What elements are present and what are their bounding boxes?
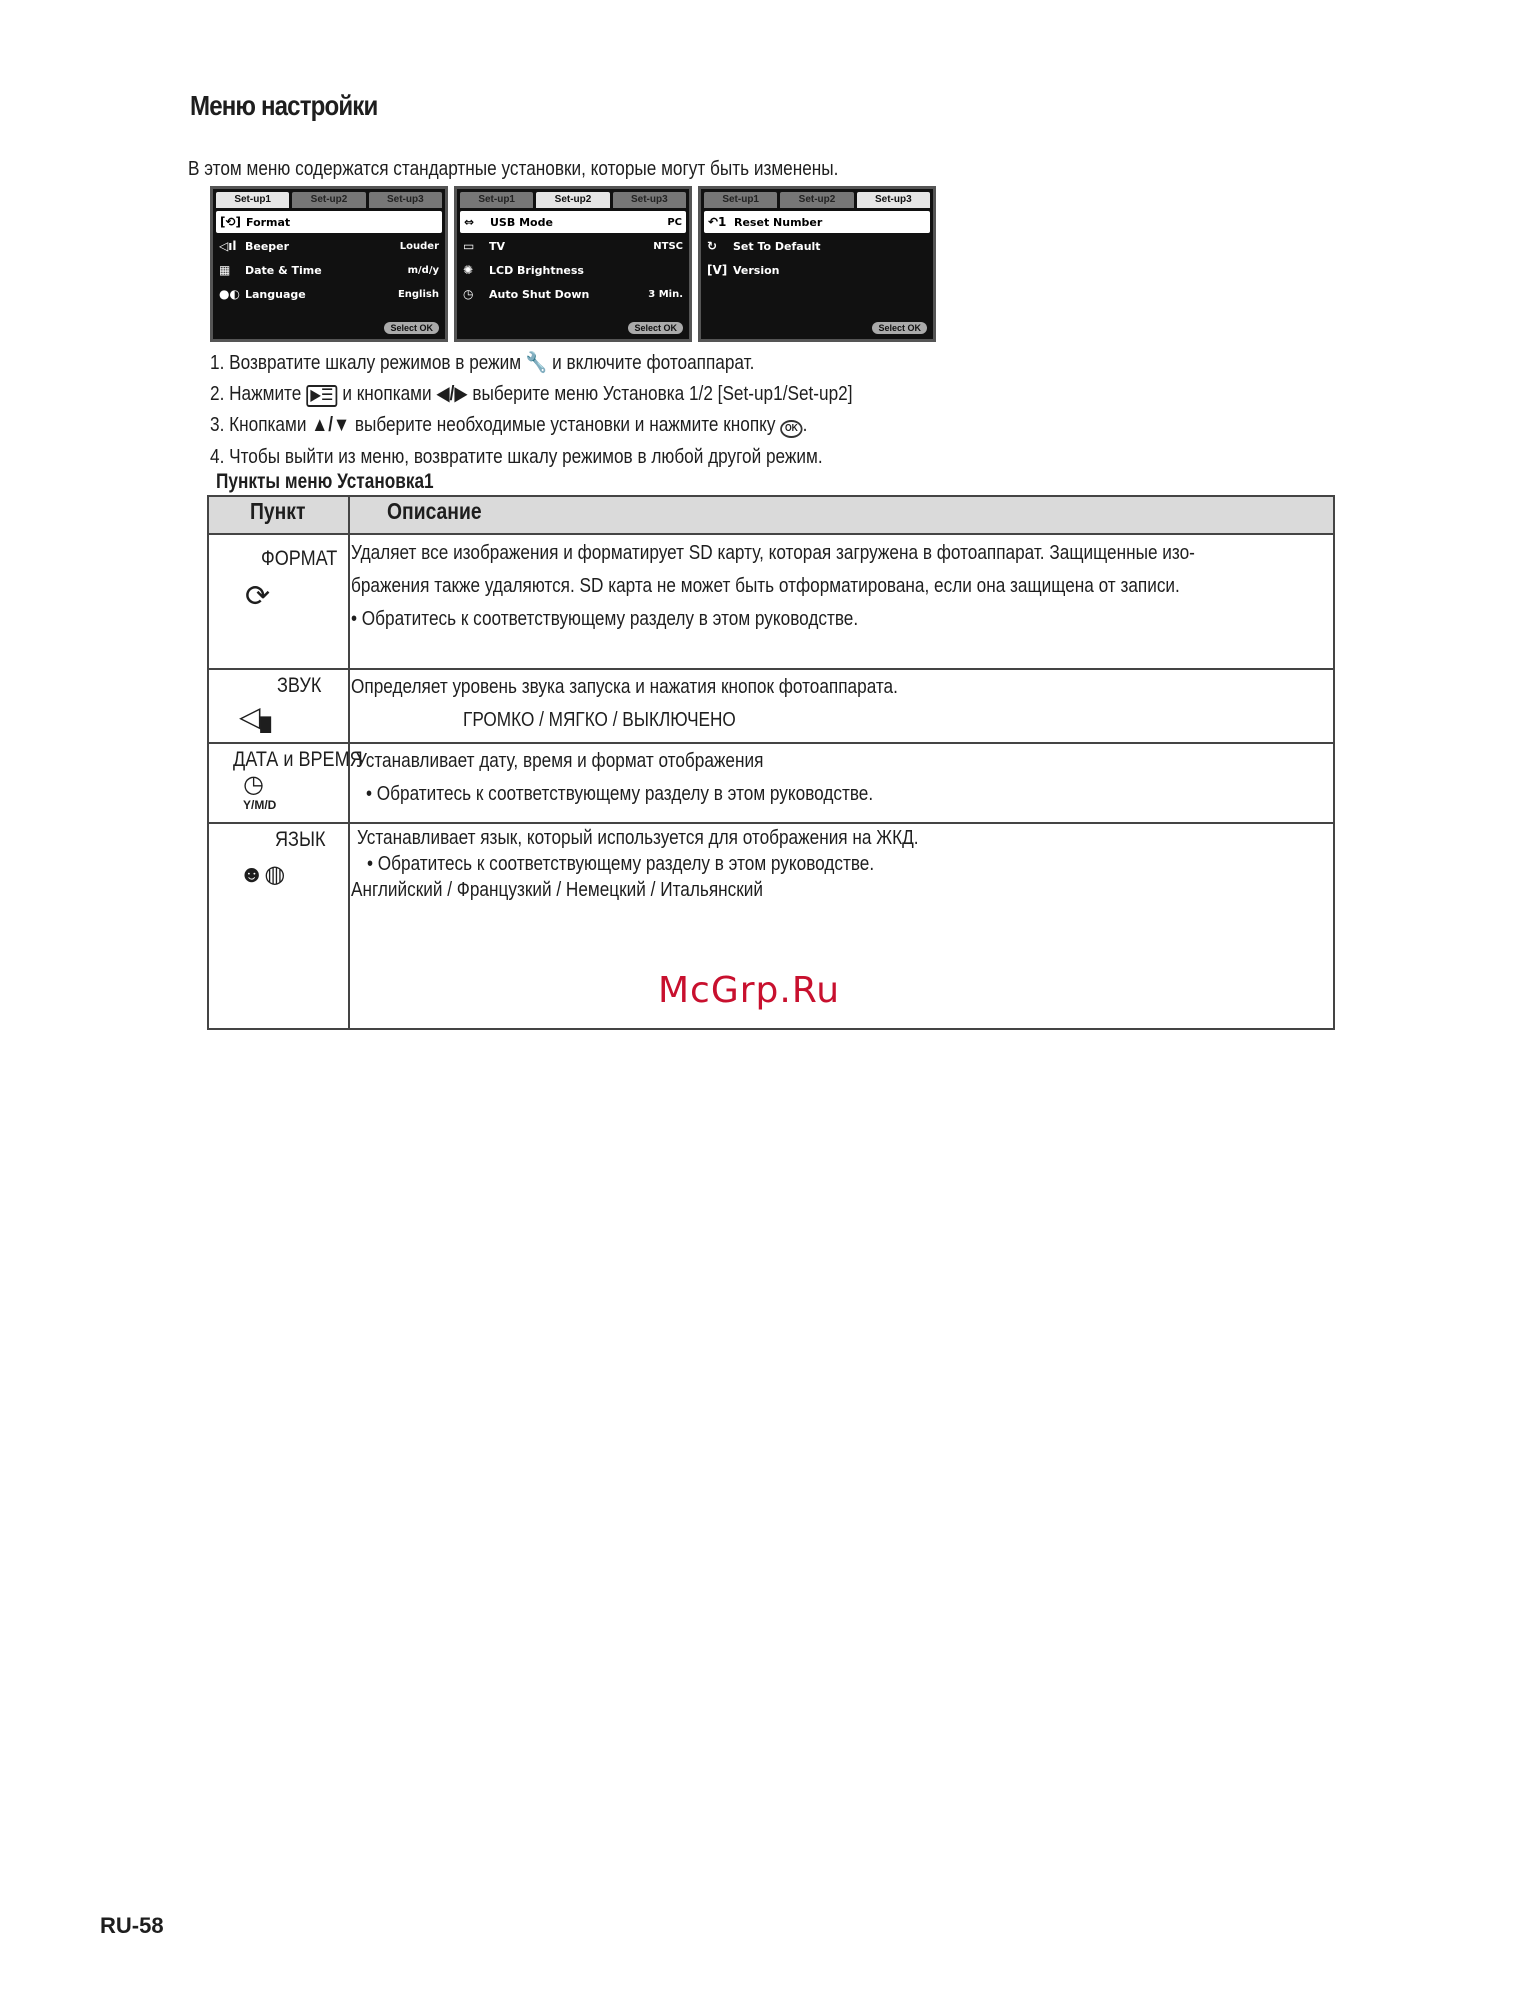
tab-setup2: Set-up2 — [292, 192, 365, 208]
step-4: 4. Чтобы выйти из меню, возвратите шкалу режимов в любой другой режим. — [210, 446, 823, 468]
menu-row — [213, 258, 445, 282]
item-cell — [208, 534, 349, 669]
settings-table — [207, 495, 1335, 1030]
screen-footer: Select OK — [384, 322, 439, 334]
up-down-arrows-icon: ▲/▼ — [311, 414, 351, 436]
description-line: Удаляет все изображения и форматирует SD карту, которая загружена в фотоаппарат. Защищенные изо- — [350, 542, 1195, 564]
menu-row — [457, 234, 689, 258]
tab-setup1: Set-up1 — [216, 192, 289, 208]
date-time-icon: ◷ — [243, 771, 264, 798]
menu-row-label: Version — [733, 263, 780, 277]
menu-row — [457, 258, 689, 282]
description-line: ГРОМКО / МЯГКО / ВЫКЛЮЧЕНО — [462, 709, 736, 731]
description-line: Устанавливает дату, время и формат отображения — [355, 750, 764, 772]
step-text: 1. Возвратите шкалу режимов в режим — [210, 352, 522, 374]
header-item-label: Пункт — [250, 498, 306, 524]
step-text: 2. Нажмите — [210, 383, 302, 405]
description-cell — [349, 669, 1334, 743]
table-row — [208, 669, 1334, 743]
step-text: выберите необходимые установки и нажмите кнопку — [354, 414, 776, 436]
step-text: выберите меню Установка 1/2 [Set-up1/Set-up2] — [472, 383, 853, 405]
step-2 — [210, 381, 852, 407]
date-time-icon: ▦ — [219, 263, 231, 277]
menu-row — [460, 211, 686, 233]
item-name: ФОРМАТ — [261, 547, 338, 570]
timer-icon: ◷ — [463, 287, 474, 301]
menu-row-label: Auto Shut Down — [489, 287, 590, 301]
menu-row — [216, 211, 442, 233]
intro-text: В этом меню содержатся стандартные установки, которые могут быть изменены. — [188, 158, 839, 180]
menu-row — [701, 258, 933, 282]
menu-row-label: Beeper — [245, 239, 290, 253]
wrench-icon: 🔧 — [525, 352, 548, 374]
tab-setup3: Set-up3 — [613, 192, 686, 208]
format-icon: ⟳ — [245, 580, 271, 613]
step-text: и включите фотоаппарат. — [552, 352, 755, 374]
menu-button-icon: ▶☰ — [306, 385, 338, 407]
watermark: McGrp.Ru — [658, 970, 841, 1011]
screen-footer: Select OK — [872, 322, 927, 334]
screen-tabs — [701, 189, 933, 208]
description-cell — [349, 534, 1334, 669]
menu-row-value: Louder — [399, 240, 439, 252]
tab-setup1: Set-up1 — [460, 192, 533, 208]
description-line: • Обратитесь к соответствующему разделу в этом руководстве. — [366, 853, 874, 875]
step-text: . — [802, 414, 808, 436]
ok-button-icon: OK — [780, 420, 802, 438]
header-description — [349, 496, 1334, 534]
version-icon: [V] — [707, 263, 728, 277]
tab-setup3: Set-up3 — [369, 192, 442, 208]
item-name: ЯЗЫК — [275, 828, 326, 851]
item-name: ЗВУК — [277, 674, 322, 697]
tab-setup2: Set-up2 — [536, 192, 609, 208]
menu-row-label: Date & Time — [245, 263, 322, 277]
beeper-icon: ◁ıl — [219, 239, 237, 253]
screen-setup1 — [210, 186, 448, 342]
header-item — [208, 496, 349, 534]
screen-tabs — [457, 189, 689, 208]
menu-row-label: Format — [246, 215, 291, 229]
tab-setup1: Set-up1 — [704, 192, 777, 208]
brightness-icon: ✺ — [463, 263, 474, 277]
menu-row-value: PC — [667, 216, 682, 228]
menu-row — [701, 234, 933, 258]
menu-row-label: Set To Default — [733, 239, 821, 253]
tv-icon: ▭ — [463, 239, 475, 253]
step-3 — [210, 414, 807, 438]
menu-row — [213, 234, 445, 258]
set-default-icon: ↻ — [707, 239, 718, 253]
page-number: RU-58 — [100, 1913, 164, 1938]
description-cell — [349, 743, 1334, 823]
menu-row — [704, 211, 930, 233]
screen-setup3 — [698, 186, 936, 342]
page-title: Меню настройки — [190, 90, 378, 121]
item-cell — [208, 743, 363, 823]
screen-tabs — [213, 189, 445, 208]
section-subtitle: Пункты меню Установка1 — [216, 470, 434, 493]
table-row — [208, 534, 1334, 669]
item-cell — [208, 823, 349, 1029]
reset-number-icon: ↶1 — [708, 215, 727, 229]
usb-icon: ⇔ — [464, 215, 475, 229]
description-line: Определяет уровень звука запуска и нажатия кнопок фотоаппарата. — [350, 676, 898, 698]
step-1 — [210, 350, 754, 375]
item-name: ДАТА и ВРЕМЯ — [233, 748, 363, 771]
description-line: Устанавливает язык, который используется для отображения на ЖКД. — [356, 827, 919, 849]
menu-row-value: English — [397, 288, 439, 300]
left-right-arrows-icon: ◀/▶ — [436, 383, 468, 405]
menu-row-value: NTSC — [653, 240, 683, 252]
menu-row-label: USB Mode — [490, 215, 553, 229]
screen-setup2 — [454, 186, 692, 342]
format-icon: [⟲] — [220, 215, 242, 229]
menu-row-label: LCD Brightness — [489, 263, 584, 277]
description-line: • Обратитесь к соответствующему разделу в этом руководстве. — [365, 783, 873, 805]
date-time-icon-label: Y/M/D — [243, 798, 277, 812]
sound-icon: ◁▖ — [239, 701, 283, 732]
description-line: бражения также удаляются. SD карта не может быть отформатирована, если она защищена от записи. — [350, 575, 1180, 597]
menu-row — [457, 282, 689, 306]
step-text: и кнопками — [342, 383, 432, 405]
screen-footer: Select OK — [628, 322, 683, 334]
menu-row-label: TV — [489, 239, 506, 253]
description-line: • Обратитесь к соответствующему разделу в этом руководстве. — [350, 608, 858, 630]
language-icon: ☻◍ — [239, 861, 286, 888]
description-line: Английский / Французкий / Немецкий / Итальянский — [350, 879, 763, 901]
tab-setup2: Set-up2 — [780, 192, 853, 208]
header-description-label: Описание — [386, 498, 482, 524]
camera-screens — [210, 186, 936, 342]
tab-setup3: Set-up3 — [857, 192, 930, 208]
language-icon: ●◐ — [219, 287, 240, 301]
table-header-row — [208, 496, 1334, 534]
table-row — [208, 743, 1334, 823]
step-text: 3. Кнопками — [210, 414, 307, 436]
item-cell — [208, 669, 349, 743]
menu-row — [213, 282, 445, 306]
menu-row-label: Reset Number — [734, 215, 823, 229]
description-cell — [349, 823, 1334, 1029]
menu-row-label: Language — [245, 287, 306, 301]
menu-row-value: 3 Min. — [648, 288, 683, 300]
menu-row-value: m/d/y — [407, 264, 439, 276]
